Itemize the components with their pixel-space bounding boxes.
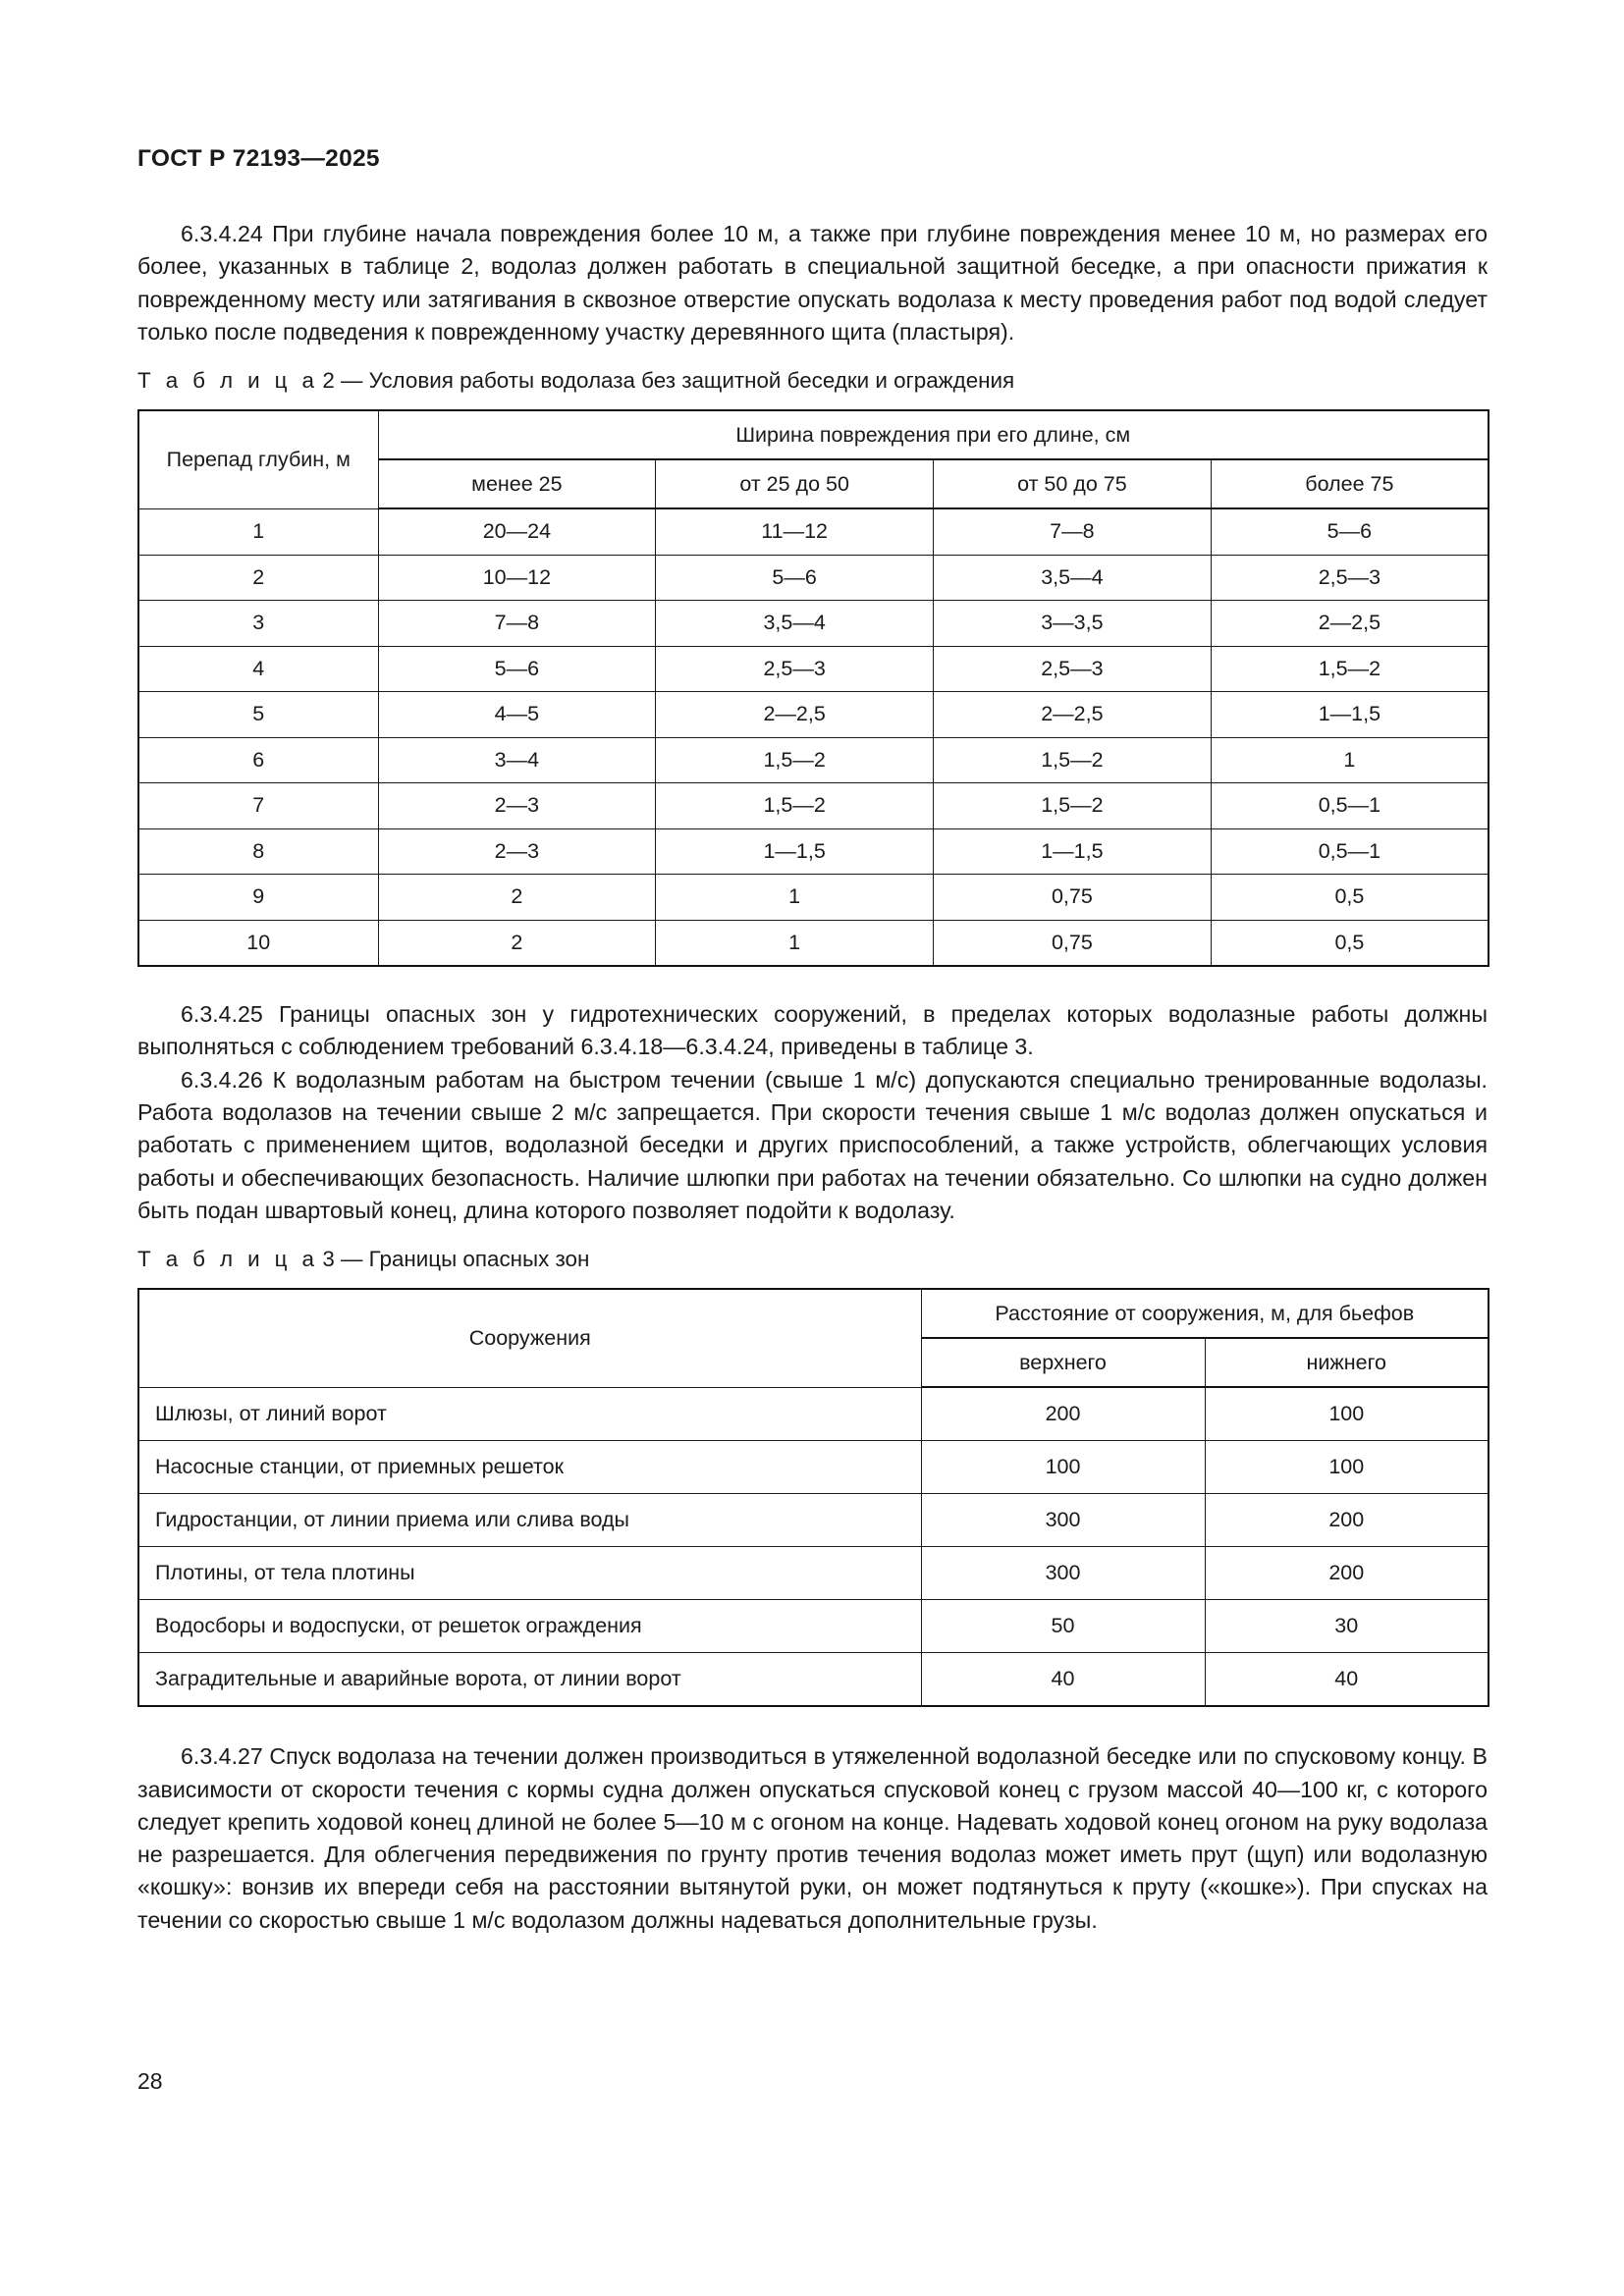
table-3-head <box>138 1289 1489 1387</box>
table-2-col-header-2: от 50 до 75 <box>934 459 1212 508</box>
table-3-cell-upper: 300 <box>921 1494 1205 1547</box>
table-row <box>138 920 1489 966</box>
table-2-cell-value: 2,5—3 <box>656 646 934 692</box>
table-3-cell-lower: 100 <box>1205 1441 1489 1494</box>
table-3-cell-lower: 40 <box>1205 1653 1489 1707</box>
table-2-cell-depth: 5 <box>138 692 378 738</box>
table-2-col-header-3: более 75 <box>1211 459 1489 508</box>
table-2-cell-value: 1 <box>1211 737 1489 783</box>
table-2-cell-value: 3—4 <box>378 737 656 783</box>
table-2-cell-value: 0,5—1 <box>1211 783 1489 829</box>
table-3-cell-object: Заградительные и аварийные ворота, от линии ворот <box>138 1653 921 1707</box>
table-row <box>138 692 1489 738</box>
table-2-cell-value: 2,5—3 <box>934 646 1212 692</box>
table-2-cell-value: 4—5 <box>378 692 656 738</box>
table-2-stub-header: Перепад глубин, м <box>138 410 378 508</box>
table-2-diving-conditions <box>137 409 1489 967</box>
table2-caption-title: Условия работы водолаза без защитной беседки и ограждения <box>368 368 1015 394</box>
table-2-cell-value: 11—12 <box>656 508 934 555</box>
table-row <box>138 875 1489 921</box>
table-2-cell-value: 2—3 <box>378 828 656 875</box>
table3-caption <box>137 1245 1488 1274</box>
table-3-cell-object: Насосные станции, от приемных решеток <box>138 1441 921 1494</box>
table-3-col-header-1: нижнего <box>1205 1338 1489 1387</box>
table-3-cell-upper: 50 <box>921 1600 1205 1653</box>
table-3-col-header-0: верхнего <box>921 1338 1205 1387</box>
table-3-body <box>138 1387 1489 1706</box>
page-number: 28 <box>137 2068 163 2094</box>
table-2-cell-value: 10—12 <box>378 555 656 601</box>
table-3-cell-lower: 30 <box>1205 1600 1489 1653</box>
table-2-cell-value: 1,5—2 <box>1211 646 1489 692</box>
spacer <box>137 967 1488 998</box>
table-2-cell-value: 1—1,5 <box>934 828 1212 875</box>
table-3-cell-lower: 200 <box>1205 1547 1489 1600</box>
table-2-cell-value: 1,5—2 <box>934 783 1212 829</box>
table-row <box>138 646 1489 692</box>
table3-caption-number: 3 <box>322 1247 335 1272</box>
table-2-cell-value: 1 <box>656 920 934 966</box>
paragraph-6-3-4-24: 6.3.4.24 При глубине начала повреждения более 10 м, а также при глубине повреждения менее 10 м, но размерах его более, указанных в таблице 2, водолаз должен работать в специальной защитной беседке, а при опасности прижатия к поврежденному месту или затягивания в сквозное отверстие опускать водолаза к месту проведения работ под водой следует только после подведения к поврежденному участку деревянного щита (пластыря). <box>137 221 1488 345</box>
table-2-cell-value: 0,5 <box>1211 920 1489 966</box>
paragraph-6-3-4-26: 6.3.4.26 К водолазным работам на быстром течении (свыше 1 м/с) допускаются специально тренированные водолазы. Работа водолазов на течении свыше 2 м/с запрещается. При скорости течения свыше 1 м/с водолаз должен опускаться и работать с применением щитов, водолазной беседки и других приспособлений, а также устройств, облегчающих условия работы и обеспечивающих безопасность. Наличие шлюпки при работах на течении обязательно. Со шлюпки на судно должен быть подан швартовый конец, длина которого позволяет подойти к водолазу. <box>137 1066 1488 1223</box>
table-2-cell-depth: 4 <box>138 646 378 692</box>
table-2-cell-value: 2—2,5 <box>1211 601 1489 647</box>
table2-caption-word: Т а б л и ц а <box>137 368 319 394</box>
table-3-cell-lower: 200 <box>1205 1494 1489 1547</box>
table-2-cell-value: 1—1,5 <box>1211 692 1489 738</box>
page-header-standard-number: ГОСТ Р 72193—2025 <box>137 145 380 172</box>
table-row <box>138 1600 1489 1653</box>
table-row <box>138 1387 1489 1441</box>
table-2-cell-depth: 6 <box>138 737 378 783</box>
table-2-header-row-1 <box>138 410 1489 459</box>
table-2-col-header-1: от 25 до 50 <box>656 459 934 508</box>
table2-caption-number: 2 <box>322 368 335 394</box>
table-2-cell-value: 1—1,5 <box>656 828 934 875</box>
table-3-danger-zone-limits <box>137 1288 1489 1707</box>
table-2-cell-value: 2—2,5 <box>934 692 1212 738</box>
table-2-cell-value: 0,5—1 <box>1211 828 1489 875</box>
table-2-cell-value: 2—2,5 <box>656 692 934 738</box>
table-3-cell-object: Шлюзы, от линий ворот <box>138 1387 921 1441</box>
spacer <box>137 1227 1488 1245</box>
table3-caption-word: Т а б л и ц а <box>137 1247 319 1272</box>
table-2-cell-value: 1,5—2 <box>934 737 1212 783</box>
table-2-cell-depth: 1 <box>138 508 378 555</box>
table-2-cell-value: 1,5—2 <box>656 783 934 829</box>
table-2-cell-depth: 9 <box>138 875 378 921</box>
table3-caption-title: Границы опасных зон <box>368 1247 590 1272</box>
table-3-cell-lower: 100 <box>1205 1387 1489 1441</box>
table-2-cell-value: 3—3,5 <box>934 601 1212 647</box>
table-2-cell-depth: 2 <box>138 555 378 601</box>
table-row <box>138 1441 1489 1494</box>
table-2-cell-value: 5—6 <box>656 555 934 601</box>
table-2-head <box>138 410 1489 508</box>
table-2-cell-value: 0,75 <box>934 875 1212 921</box>
paragraph-6-3-4-27: 6.3.4.27 Спуск водолаза на течении должен производиться в утяжеленной водолазной беседке или по спусковому концу. В зависимости от скорости течения с кормы судна должен опускаться спусковой конец с грузом массой 40—100 кг, с которого следует крепить ходовой конец длиной не более 5—10 м с огоном на конце. Надевать ходовой конец огоном на руку водолаза не разрешается. Для облегчения передвижения по грунту против течения водолаз может иметь прут (щуп) или водолазную «кошку»: вонзив их впереди себя на расстоянии вытянутой руки, он может подтянуться к пруту («кошке»). При спусках на течении со скоростью свыше 1 м/с водолазом должны надеваться дополнительные грузы. <box>137 1743 1488 1933</box>
spacer <box>137 348 1488 366</box>
table-2-cell-value: 7—8 <box>378 601 656 647</box>
table-2-cell-value: 0,5 <box>1211 875 1489 921</box>
table-3-cell-upper: 300 <box>921 1547 1205 1600</box>
table-2-cell-value: 2—3 <box>378 783 656 829</box>
table-row <box>138 783 1489 829</box>
table-3-header-row-1 <box>138 1289 1489 1338</box>
table-row <box>138 1547 1489 1600</box>
table-2-cell-depth: 8 <box>138 828 378 875</box>
table-row <box>138 601 1489 647</box>
table-3-stub-header: Сооружения <box>138 1289 921 1387</box>
table-2-group-header: Ширина повреждения при его длине, см <box>378 410 1489 459</box>
paragraph-6-3-4-25: 6.3.4.25 Границы опасных зон у гидротехнических сооружений, в пределах которых водолазные работы должны выполняться с соблюдением требований 6.3.4.18—6.3.4.24, приведены в таблице 3. <box>137 1001 1488 1060</box>
table-3-cell-object: Плотины, от тела плотины <box>138 1547 921 1600</box>
table-row <box>138 828 1489 875</box>
table-row <box>138 1653 1489 1707</box>
table-2-cell-value: 20—24 <box>378 508 656 555</box>
table-row <box>138 737 1489 783</box>
table-2-cell-value: 1,5—2 <box>656 737 934 783</box>
table-3-group-header: Расстояние от сооружения, м, для бьефов <box>921 1289 1489 1338</box>
table-row <box>138 555 1489 601</box>
table-2-cell-value: 5—6 <box>1211 508 1489 555</box>
table-2-cell-value: 3,5—4 <box>656 601 934 647</box>
page-content <box>137 218 1488 1937</box>
table-2-cell-value: 5—6 <box>378 646 656 692</box>
spacer <box>137 1707 1488 1740</box>
table-2-cell-value: 7—8 <box>934 508 1212 555</box>
table-2-body <box>138 508 1489 966</box>
table-2-col-header-0: менее 25 <box>378 459 656 508</box>
table-2-cell-value: 1 <box>656 875 934 921</box>
table-2-cell-value: 2 <box>378 875 656 921</box>
table-3-cell-object: Водосборы и водоспуски, от решеток ограждения <box>138 1600 921 1653</box>
table-2-cell-depth: 3 <box>138 601 378 647</box>
table-row <box>138 1494 1489 1547</box>
table-3-cell-upper: 200 <box>921 1387 1205 1441</box>
table-2-cell-depth: 10 <box>138 920 378 966</box>
table-2-cell-value: 2 <box>378 920 656 966</box>
table-2-cell-value: 0,75 <box>934 920 1212 966</box>
table-3-cell-upper: 40 <box>921 1653 1205 1707</box>
table2-caption-dash: — <box>341 368 363 394</box>
table2-caption <box>137 366 1488 396</box>
table-row <box>138 508 1489 555</box>
table-2-cell-value: 3,5—4 <box>934 555 1212 601</box>
table-2-cell-value: 2,5—3 <box>1211 555 1489 601</box>
table-3-cell-object: Гидростанции, от линии приема или слива воды <box>138 1494 921 1547</box>
table3-caption-dash: — <box>341 1247 363 1272</box>
table-3-cell-upper: 100 <box>921 1441 1205 1494</box>
table-2-cell-depth: 7 <box>138 783 378 829</box>
